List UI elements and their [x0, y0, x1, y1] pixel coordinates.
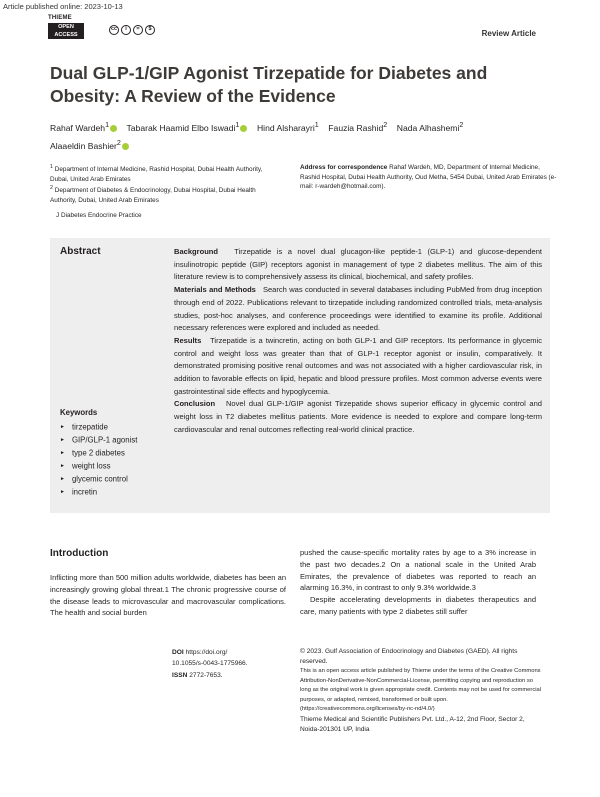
keyword: ► glycemic control: [60, 473, 137, 486]
by-icon: i: [121, 25, 131, 35]
keyword: ► tirzepatide: [60, 421, 137, 434]
keyword: ► incretin: [60, 486, 137, 499]
author-list: [50, 118, 560, 154]
nd-icon: =: [133, 25, 143, 35]
copyright-block: [300, 647, 545, 735]
publisher: Thieme Medical and Scientific Publishers Pvt. Ltd., A-12, 2nd Floor, Sector 2, Noida-201301 UP, India: [300, 715, 525, 733]
correspondence-label: Address for correspondence: [300, 164, 388, 171]
article-type: Review Article: [481, 29, 536, 38]
logo-line2: OPEN ACCESS: [48, 23, 84, 39]
introduction-column-2: pushed the cause-specific mortality rates by age to a 3% increase in the past two decades.2 On a national scale in the United Arab Emirates, the prevalence of diabetes was reported to reach an alarming 16.3%, in contrast to only 9.3% worldwide.3 Despite accelerating developments in diabetes therapeutics and care, many patients with type 2 diabetes still suffer: [300, 548, 536, 616]
correspondence: [300, 163, 560, 192]
keyword: ► GIP/GLP-1 agonist: [60, 434, 137, 447]
affiliation: $^1$ Department of Internal Medicine, Rashid Hospital, Dubai Health Authority, Dubai, United Arab Emirates: [50, 164, 263, 183]
author: Tabarak Haamid Elbo Iswadi$^1$: [126, 123, 247, 133]
thieme-open-access-logo: [48, 15, 84, 41]
abstract-heading: Abstract: [60, 246, 101, 257]
introduction-column-1: Inflicting more than 500 million adults worldwide, diabetes has been an increasingly growing global threat.1 The chronic progressive course of the disease leads to microvascular and macrovascular complications. The health and social burden: [50, 573, 286, 618]
abstract-section: Background Tirzepatide is a novel dual glucagon-like peptide-1 (GLP-1) and glucose-dependent insulinotropic peptide (GIP) receptors agonist in management of type 2 diabetes mellitus. The aim of this literature review is to comprehensively assess its clinical, biochemical, and safety profiles.: [174, 247, 543, 282]
doi-link[interactable]: https://doi.org/: [185, 649, 228, 656]
publication-date: Article published online: 2023-10-13: [3, 2, 123, 11]
orcid-icon[interactable]: [122, 143, 129, 150]
keywords-list: [60, 421, 137, 499]
cc-icon: cc: [109, 25, 119, 35]
correspondence-text: Rahaf Wardeh, MD, Department of Internal Medicine, Rashid Hospital, Dubai Health Authority, Oud Metha, 5454 Dubai, United Arab Emirates (e-mail: r-wardeh@hotmail.com).: [300, 164, 557, 190]
keywords-heading: Keywords: [60, 408, 98, 417]
copyright: © 2023. Gulf Association of Endocrinology and Diabetes (GAED). All rights reserved.: [300, 648, 518, 665]
abstract-section: Results Tirzepatide is a twincretin, acting on both GLP-1 and GIP receptors. Its performance in glycemic control and weight loss was greater than that of GLP-1 receptor agonist or insulin, comparatively. It demonstrated promising positive renal outcomes and was not associated with a higher cardiovascular risk, in addition to favorable effects on lipid, hepatic and blood pressure profiles. Most common adverse events were gastrointestinal side effects and hypoglycemia.: [174, 335, 542, 396]
orcid-icon[interactable]: [110, 125, 117, 132]
orcid-icon[interactable]: [240, 125, 247, 132]
abstract-section: Materials and Methods Search was conducted in several databases including PubMed from drug inception through end of 2022. Publications relevant to tirzepatide including randomized controlled trials, meta-analysis studies, post-hoc analyses, and conference proceedings were identified to examine its profile. Additional necessary references were explored and included as needed.: [174, 285, 543, 333]
keyword: ► weight loss: [60, 460, 137, 473]
introduction-heading: Introduction: [50, 548, 109, 559]
author: Rahaf Wardeh$^1$: [50, 123, 117, 133]
author: Nada Alhashemi$^2$: [396, 121, 464, 133]
abstract-text: [174, 246, 542, 437]
keyword: ► type 2 diabetes: [60, 447, 137, 460]
nc-icon: $: [145, 25, 155, 35]
affiliation: $^2$ Department of Diabetes & Endocrinology, Dubai Hospital, Dubai Health Authority, Dubai, United Arab Emirates: [50, 185, 256, 204]
logo-line1: THIEME: [48, 15, 72, 21]
license-text: This is an open access article published by Thieme under the terms of the Creative Commons Attribution-NonDerivative-NonCommercial-License, permitting copying and reproduction so long as the original work is given appropriate credit. Contents may not be used for commercial purposes, or adapted, remixed, transformed or built upon. (https://creativecommons.org/licenses/by-nc-nd/4.0/): [300, 668, 542, 713]
abstract-section: Conclusion Novel dual GLP-1/GIP agonist Tirzepatide shows superior efficacy in glycemic control and weight loss in T2 diabetes mellitus patients. More evidence is needed to explore and compare long-term cardiovascular and renal outcomes reflecting real-world clinical practice.: [174, 399, 542, 434]
journal-name: J Diabetes Endocrine Practice: [56, 212, 142, 219]
article-title: Dual GLP-1/GIP Agonist Tirzepatide for Diabetes and Obesity: A Review of the Evidence: [50, 63, 488, 106]
doi-block: DOI https://doi.org/ 10.1055/s-0043-1775966. ISSN 2772-7653.: [172, 649, 248, 679]
author: Alaaeldin Bashier$^2$: [50, 141, 129, 151]
author: Fauzia Rashid$^2$: [328, 121, 388, 133]
author: Hind Alsharayri$^1$: [256, 121, 319, 133]
affiliations: [50, 163, 275, 205]
license-icons: [109, 25, 155, 36]
